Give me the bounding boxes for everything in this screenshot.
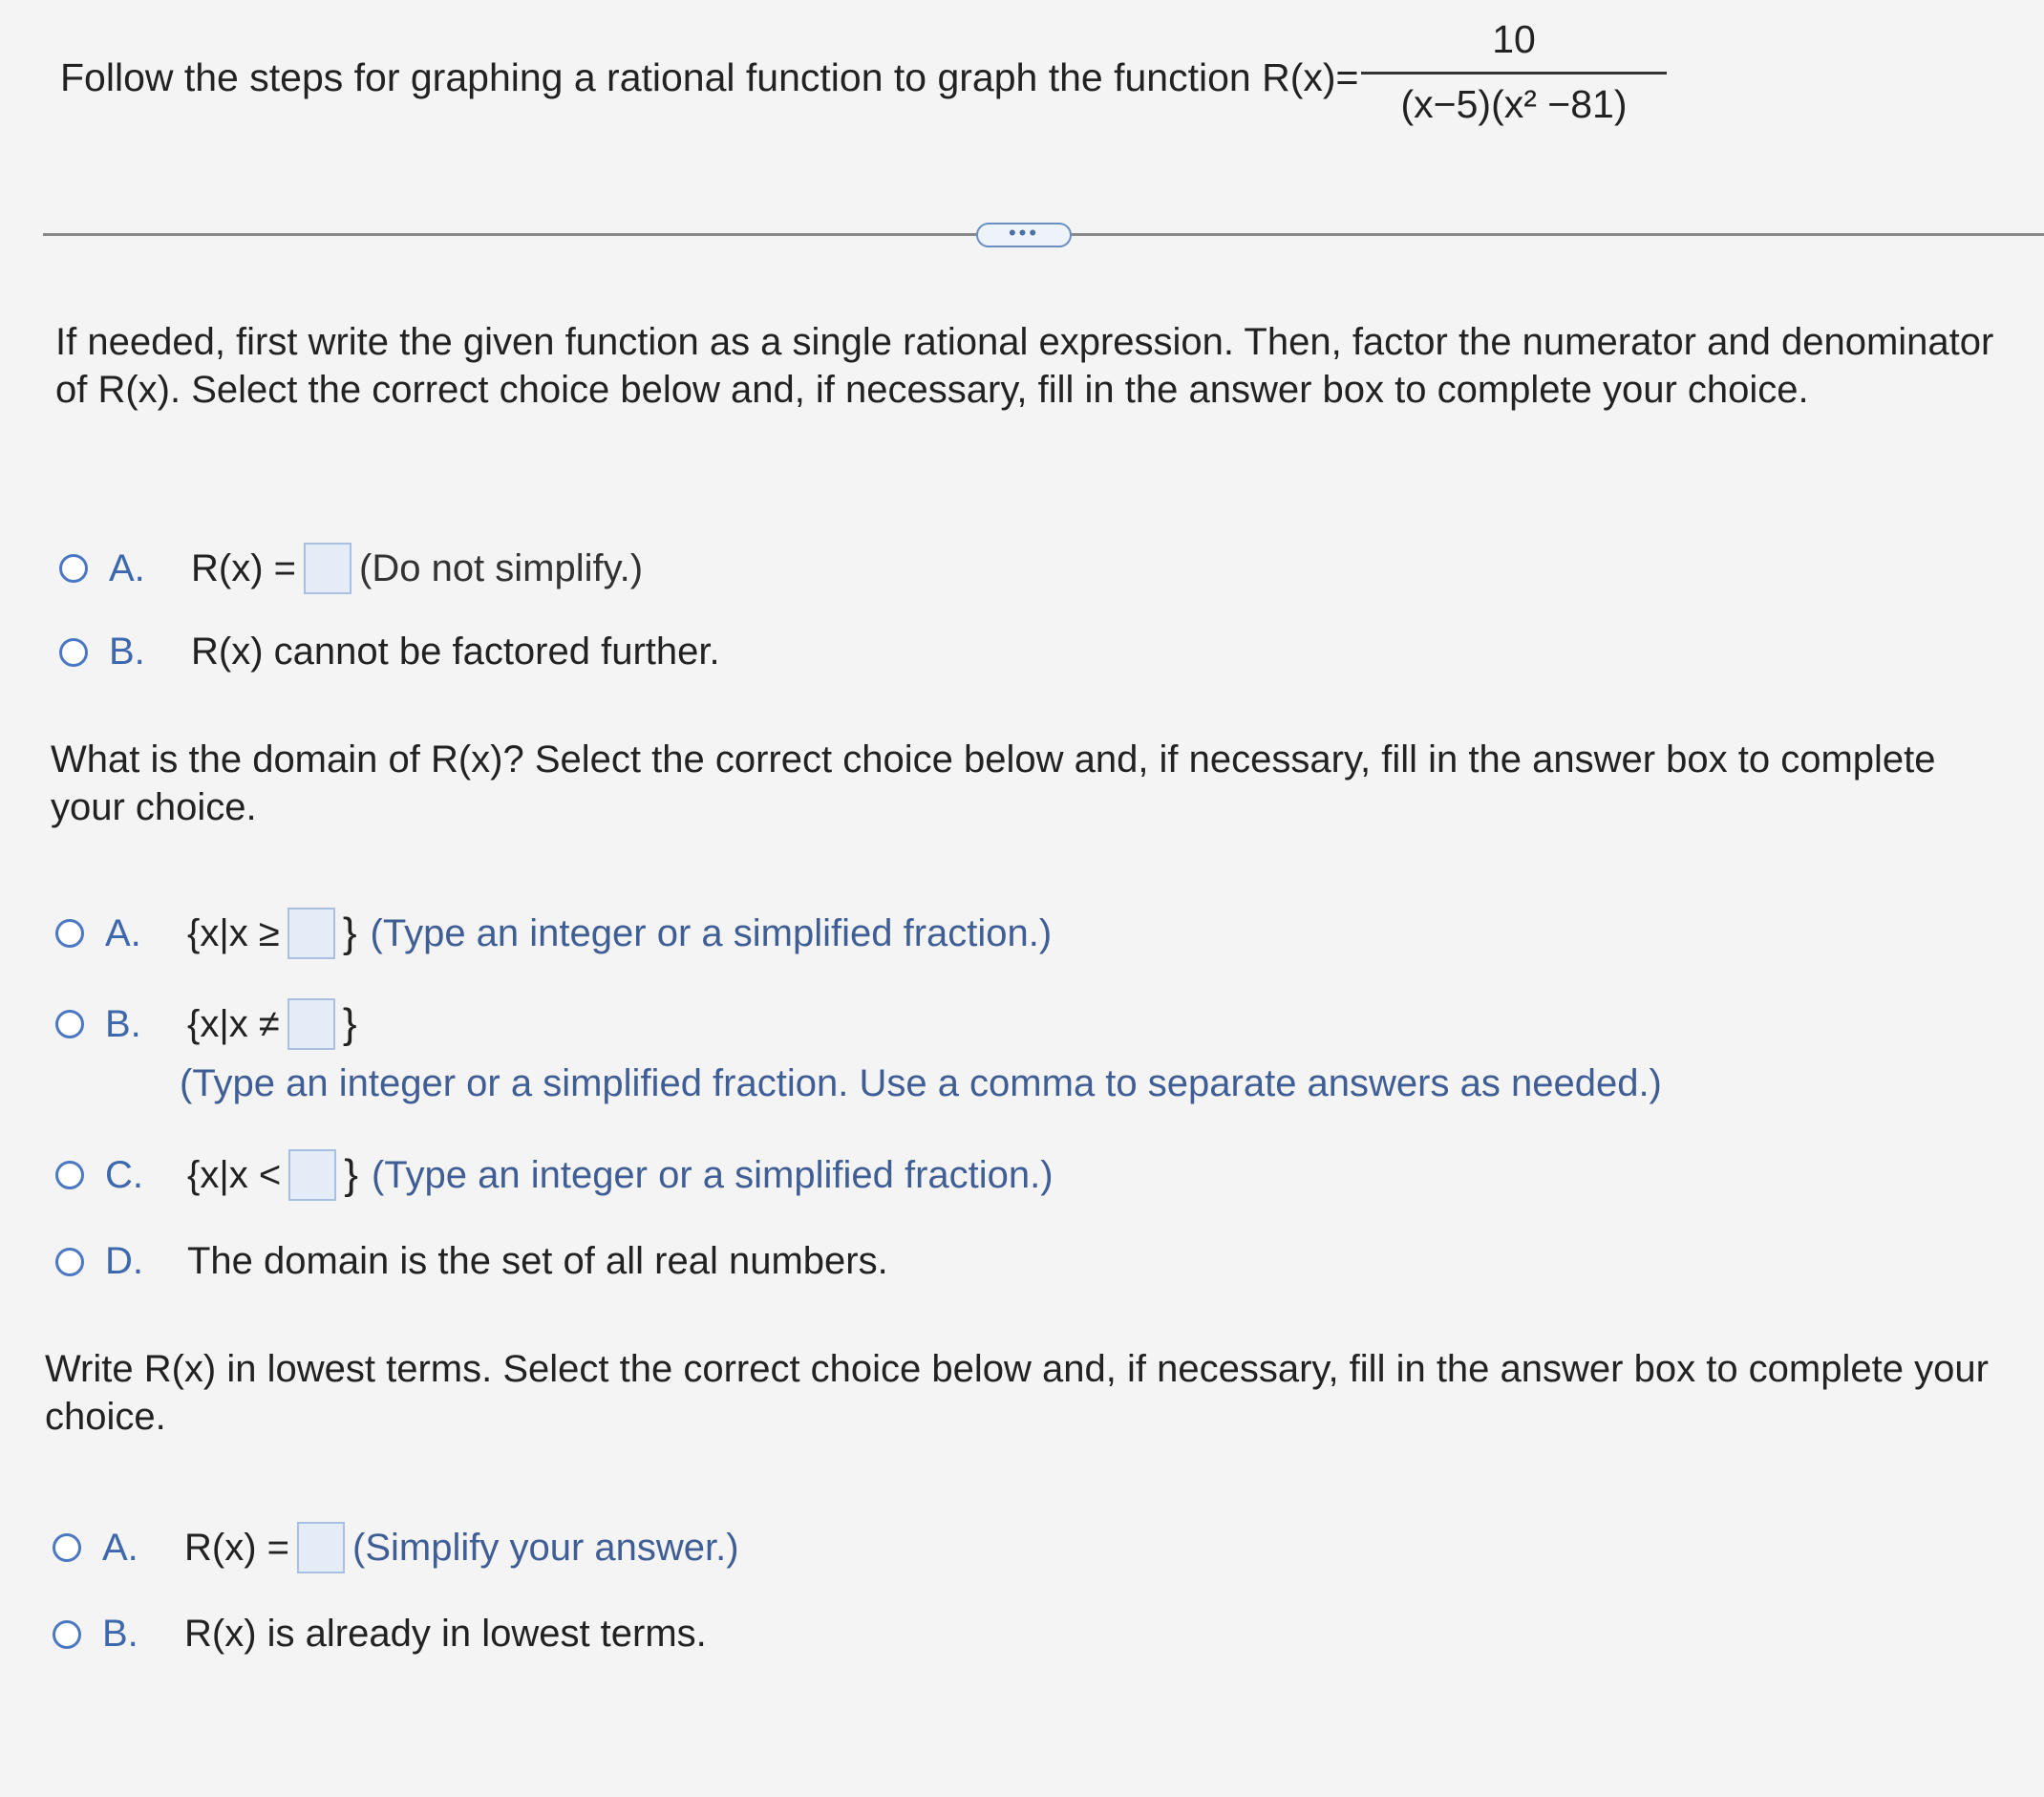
- s1-choice-a[interactable]: [59, 543, 643, 594]
- answer-input[interactable]: [304, 543, 351, 594]
- answer-input[interactable]: [288, 1149, 336, 1201]
- choice-letter: C.: [105, 1153, 143, 1196]
- closing-brace: }: [342, 1000, 357, 1047]
- choice-letter: A.: [102, 1526, 138, 1569]
- s2-choice-a[interactable]: [55, 908, 1052, 959]
- choice-label: R(x) cannot be factored further.: [191, 631, 720, 673]
- s1-choice-b[interactable]: [59, 631, 720, 674]
- choice-hint: (Simplify your answer.): [352, 1526, 739, 1569]
- choice-label: R(x) =: [191, 546, 296, 589]
- closing-brace: }: [344, 1151, 358, 1198]
- choice-hint: (Type an integer or a simplified fraction.): [371, 1153, 1054, 1196]
- section1-prompt: If needed, first write the given function as a single rational expression. Then, factor the numerator and denominator of R(x). Select the correct choice below and, if necessary, fill in the answer box to complete your choice.: [55, 321, 1994, 411]
- radio-button[interactable]: [55, 919, 84, 948]
- radio-button[interactable]: [53, 1620, 81, 1649]
- choice-letter: B.: [105, 1002, 141, 1045]
- choice-label: {x|x ≥: [187, 911, 280, 954]
- choice-label: The domain is the set of all real numbers.: [187, 1240, 888, 1282]
- problem-prompt: Follow the steps for graphing a rational function to graph the function R(x)=: [60, 55, 1359, 99]
- radio-button[interactable]: [55, 1248, 84, 1276]
- radio-button[interactable]: [55, 1010, 84, 1038]
- choice-letter: B.: [102, 1613, 138, 1655]
- choice-letter: B.: [109, 631, 145, 673]
- choice-label: {x|x ≠: [187, 1002, 280, 1045]
- fraction-bar: [1361, 72, 1667, 75]
- more-button[interactable]: •••: [976, 223, 1072, 247]
- choice-hint: (Type an integer or a simplified fraction. Use a comma to separate answers as needed.): [180, 1062, 1662, 1104]
- section3-prompt: Write R(x) in lowest terms. Select the correct choice below and, if necessary, fill in the answer box to complete your choice.: [45, 1348, 1989, 1438]
- choice-letter: D.: [105, 1240, 143, 1282]
- closing-brace: }: [342, 909, 357, 956]
- section2-prompt: What is the domain of R(x)? Select the correct choice below and, if necessary, fill in the answer box to complete your choice.: [51, 738, 1936, 828]
- choice-hint: (Type an integer or a simplified fraction.): [370, 911, 1053, 954]
- choice-label: R(x) is already in lowest terms.: [184, 1613, 707, 1655]
- choice-hint: (Do not simplify.): [359, 546, 644, 589]
- choice-label: R(x) =: [184, 1526, 289, 1569]
- s3-choice-b[interactable]: [53, 1613, 707, 1656]
- function-fraction: [1361, 17, 1667, 127]
- s2-choice-b[interactable]: [55, 998, 357, 1050]
- choice-label: {x|x <: [187, 1153, 282, 1196]
- answer-input[interactable]: [287, 998, 335, 1050]
- radio-button[interactable]: [53, 1533, 81, 1562]
- answer-input[interactable]: [297, 1522, 345, 1573]
- s2-choice-c[interactable]: [55, 1149, 1054, 1201]
- s3-choice-a[interactable]: [53, 1522, 739, 1573]
- s2-choice-d[interactable]: [55, 1240, 888, 1283]
- choice-letter: A.: [109, 546, 145, 589]
- radio-button[interactable]: [59, 638, 88, 667]
- radio-button[interactable]: [59, 554, 88, 583]
- radio-button[interactable]: [55, 1161, 84, 1189]
- choice-letter: A.: [105, 911, 141, 954]
- fraction-numerator: 10: [1492, 17, 1536, 61]
- answer-input[interactable]: [287, 908, 335, 959]
- fraction-denominator: (x−5)(x² −81): [1400, 82, 1628, 126]
